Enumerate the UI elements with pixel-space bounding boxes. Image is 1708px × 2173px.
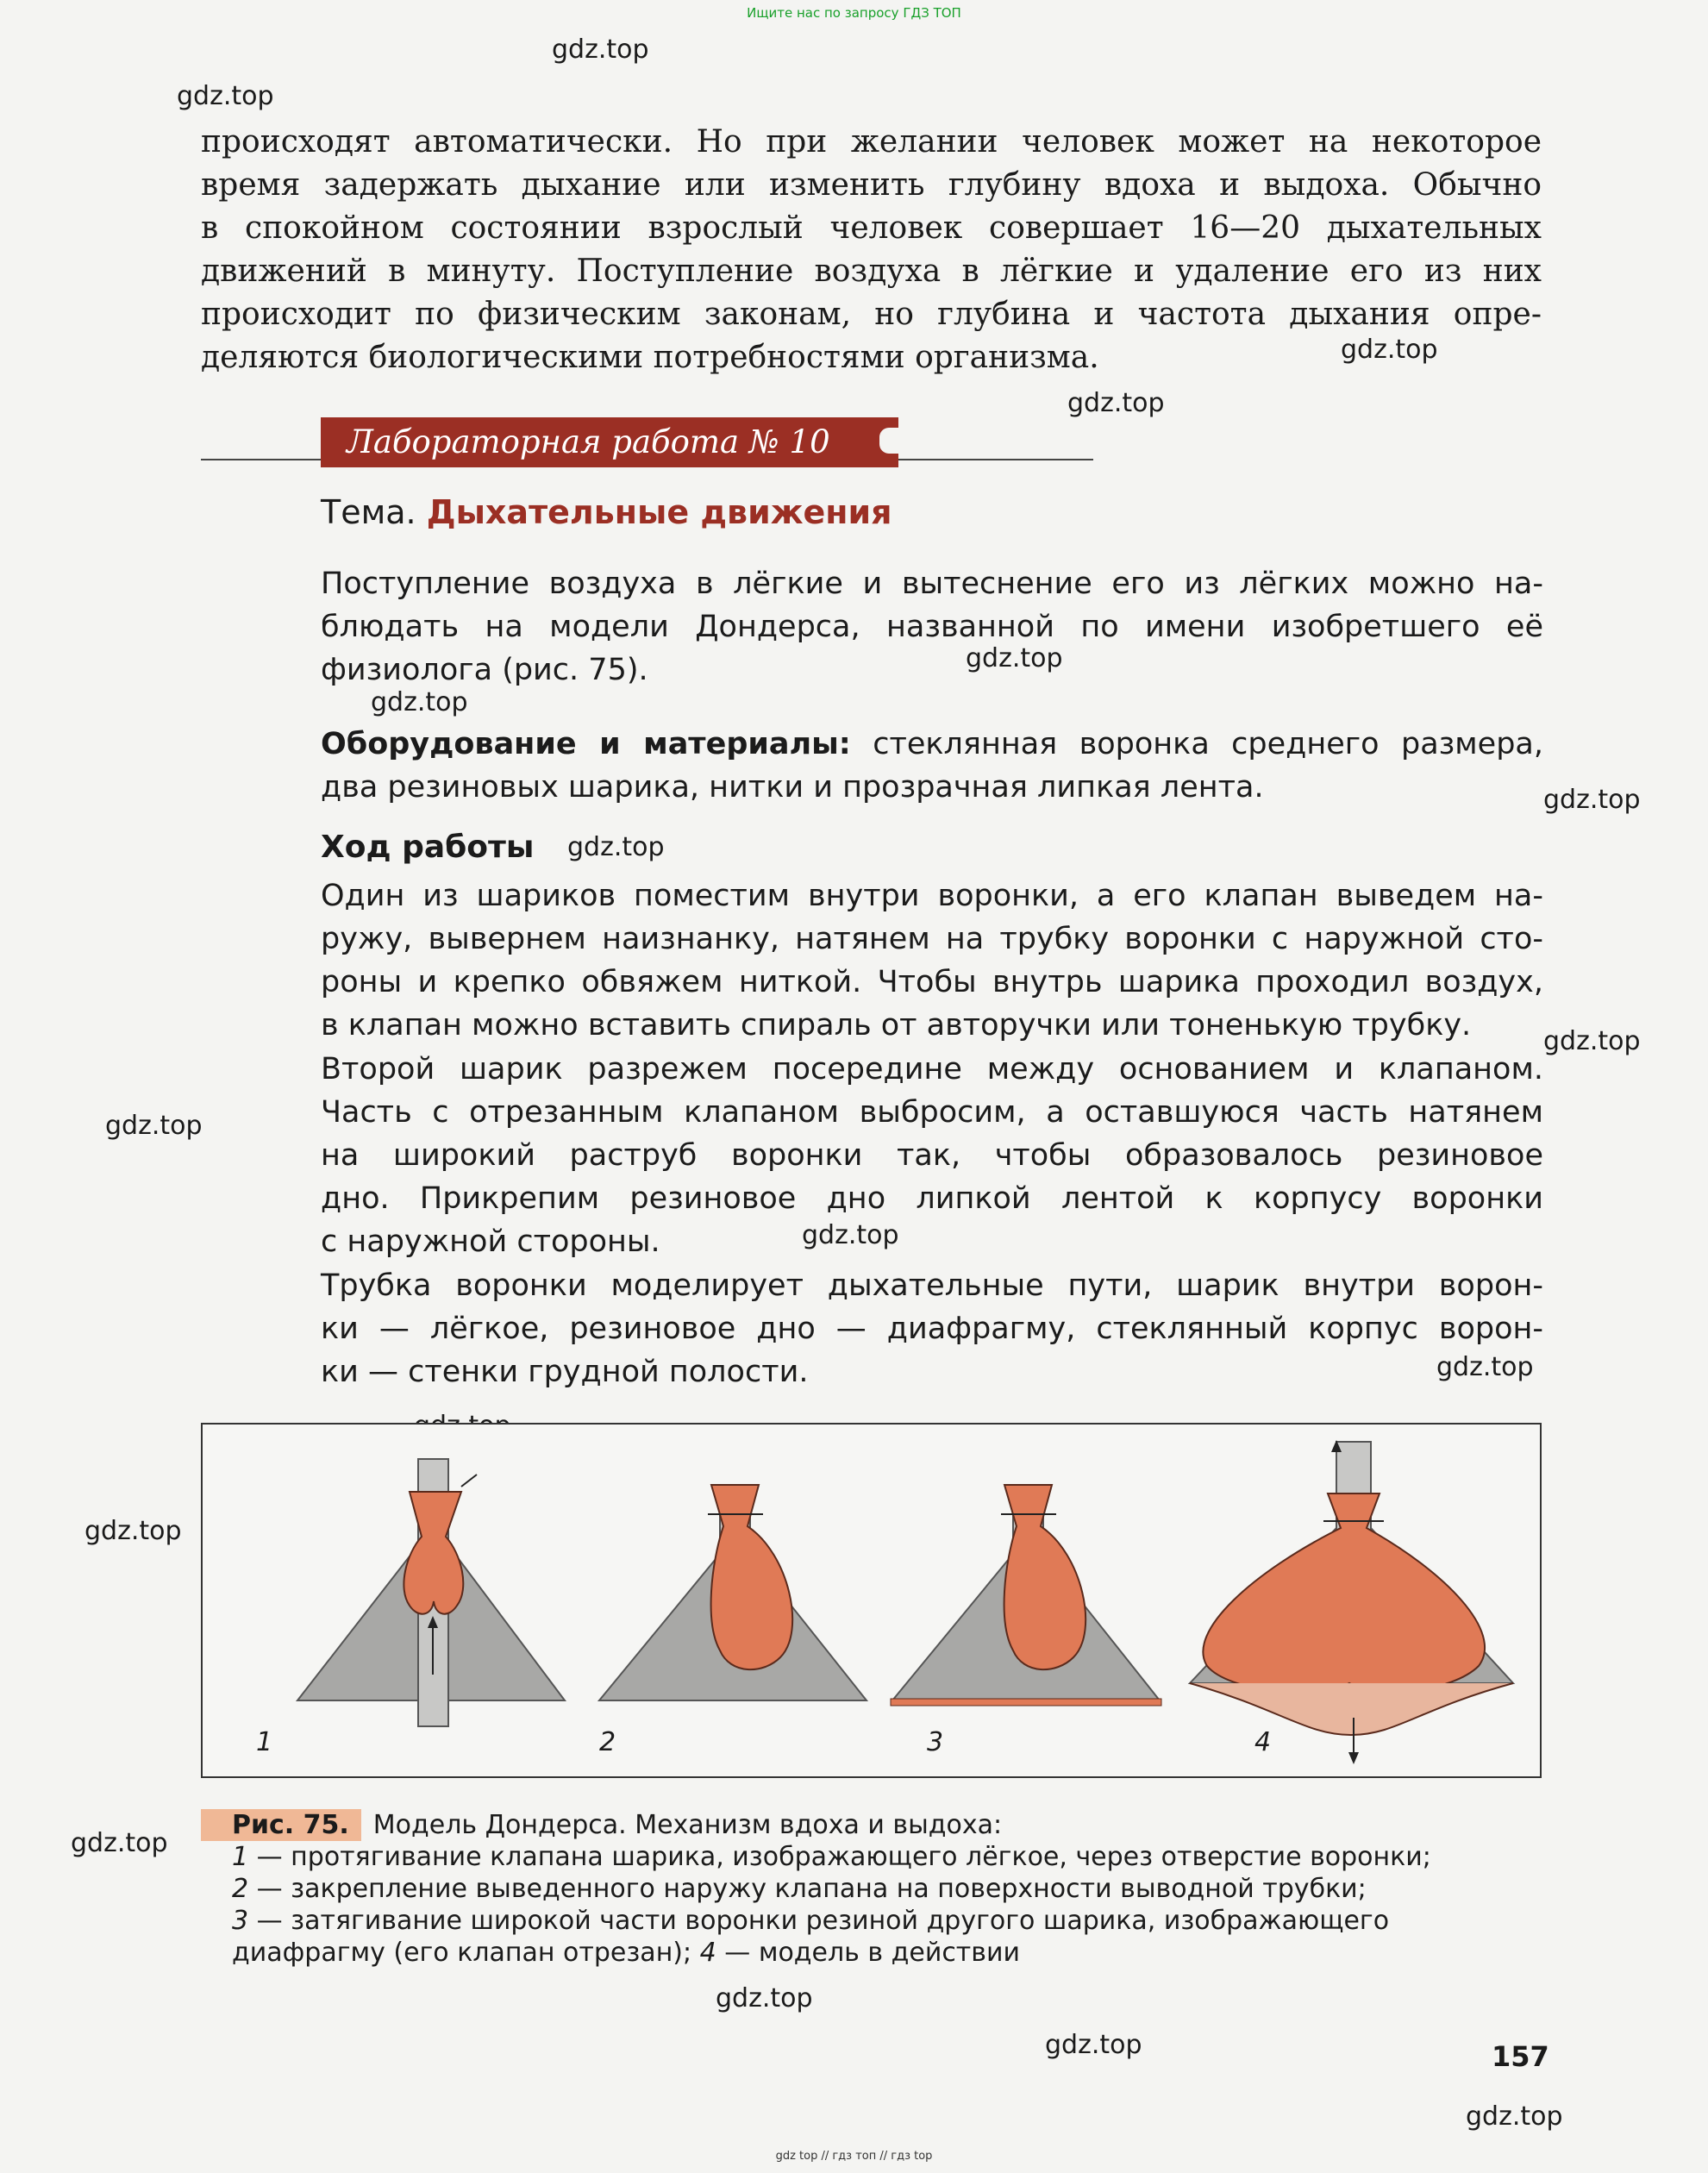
intro-paragraph (201, 121, 1542, 379)
watermark: gdz.top (84, 1516, 182, 1546)
watermark: gdz.top (1341, 335, 1438, 365)
panel-label-4: 4 (1254, 1727, 1272, 1757)
watermark: gdz.top (177, 81, 274, 111)
watermark: gdz.top (105, 1111, 203, 1141)
text-line: с наружной стороны. (321, 1224, 660, 1259)
text-line: в спокойном состоянии взрослый человек совершает 16—20 дыхательных (201, 210, 1542, 246)
caption-title-line (201, 1809, 1542, 1841)
equipment-text: стеклянная воронка среднего размера, (873, 727, 1543, 761)
text-line: деляются биологическими потребностями организма. (201, 340, 1099, 375)
watermark: gdz.top (552, 34, 649, 65)
caption-item-num: 4 (699, 1938, 716, 1968)
lung-balloon (1203, 1494, 1485, 1692)
lab-intro (321, 562, 1543, 692)
text-line: Поступление воздуха в лёгкие и вытеснение его из лёгких можно на- (321, 567, 1543, 601)
rubber-diaphragm (1190, 1683, 1513, 1735)
text-line: ки — лёгкое, резиновое дно — диафрагму, стеклянный корпус ворон- (321, 1312, 1543, 1346)
panel-3 (891, 1485, 1161, 1757)
watermark: gdz.top (1543, 785, 1641, 815)
text-line: физиолога (рис. 75). (321, 653, 648, 687)
text-line: происходят автоматически. Но при желании человек может на некоторое (201, 124, 1542, 160)
text-line: блюдать на модели Дондерса, названной по имени изобретшего её (321, 610, 1543, 644)
text-line: ружу, вывернем наизнанку, натянем на трубку воронки с наружной сто- (321, 922, 1543, 956)
watermark: gdz.top (716, 1983, 813, 2013)
topic-label: Тема. (321, 493, 416, 531)
lab-title-notch (879, 428, 898, 454)
figure-illustration (203, 1425, 1540, 1776)
text-line: в клапан можно вставить спираль от авторучки или тоненькую трубку. (321, 1008, 1472, 1043)
panel-label-3: 3 (927, 1727, 944, 1757)
caption-item-text: диафрагму (его клапан отрезан); (232, 1938, 700, 1968)
watermark: gdz.top (1067, 388, 1165, 418)
figure-caption (201, 1809, 1542, 1969)
text-line: дно. Прикрепим резиновое дно липкой лентой к корпусу воронки (321, 1181, 1543, 1216)
text-line: Второй шарик разрежем посередине между основанием и клапаном. (321, 1052, 1543, 1086)
procedure-paragraph-3 (321, 1264, 1543, 1393)
text-line: Часть с отрезанным клапаном выбросим, а оставшуюся часть натянем (321, 1095, 1543, 1130)
panel-label-1: 1 (256, 1727, 273, 1757)
caption-item-num: 1 (232, 1842, 249, 1872)
text-line: на широкий раструб воронки так, чтобы образовалось резиновое (321, 1138, 1543, 1173)
procedure-paragraph-1 (321, 874, 1543, 1047)
watermark: gdz.top (1466, 2101, 1563, 2132)
caption-item-text: — модель в действии (716, 1938, 1020, 1968)
watermark: gdz.top (71, 1828, 168, 1858)
caption-item-text: — затягивание широкой части воронки резиной другого шарика, изображающего (248, 1906, 1390, 1936)
text-line: Трубка воронки моделирует дыхательные пути, шарик внутри ворон- (321, 1268, 1543, 1303)
panel-4 (1190, 1440, 1513, 1764)
text-line: роны и крепко обвяжем ниткой. Чтобы внутрь шарика проходил воздух, (321, 965, 1543, 999)
caption-item-num: 3 (232, 1906, 249, 1936)
caption-item-text: — протягивание клапана шарика, изображающего лёгкое, через отверстие воронки; (248, 1842, 1431, 1872)
equipment-label: Оборудование и материалы: (321, 727, 851, 761)
arrow-head (1348, 1752, 1359, 1764)
text-line: два резиновых шарика, нитки и прозрачная липкая лента. (321, 770, 1264, 805)
caption-item-text: — закрепление выведенного наружу клапана на поверхности выводной трубки; (248, 1874, 1367, 1904)
text-line: происходит по физическим законам, но глубина и частота дыхания опре- (201, 297, 1542, 332)
watermark: gdz.top (1436, 1352, 1534, 1382)
panel-label-2: 2 (599, 1727, 616, 1757)
lab-title: Лабораторная работа № 10 (321, 417, 898, 467)
watermark: gdz.top (1543, 1026, 1641, 1056)
text-line: время задержать дыхание или изменить глубину вдоха и выдоха. Обычно (201, 167, 1542, 203)
caption-item (201, 1841, 1542, 1873)
equipment-line (321, 723, 1543, 766)
lung-balloon (404, 1492, 463, 1614)
text-line: движений в минуту. Поступление воздуха в лёгкие и удаление его из них (201, 254, 1542, 289)
bottom-banner: gdz top // гдз топ // гдз top (775, 2150, 933, 2163)
rubber-diaphragm (891, 1699, 1161, 1706)
valve-arrow (461, 1475, 477, 1487)
watermark: gdz.top (371, 687, 468, 717)
lung-balloon (711, 1485, 793, 1669)
watermark: gdz.top (802, 1220, 899, 1250)
procedure-title: Ход работы (321, 830, 535, 865)
caption-tag: Рис. 75. (201, 1809, 361, 1841)
watermark: gdz.top (966, 643, 1063, 673)
text-line: Один из шариков поместим внутри воронки, а его клапан выведем на- (321, 879, 1543, 913)
panel-2 (599, 1485, 867, 1757)
panel-1 (256, 1459, 565, 1757)
lab-topic (321, 493, 892, 531)
caption-item (201, 1905, 1542, 1937)
caption-item-num: 2 (232, 1874, 249, 1904)
caption-title: Модель Дондерса. Механизм вдоха и выдоха: (372, 1810, 1003, 1840)
topic-value: Дыхательные движения (426, 493, 892, 531)
watermark: gdz.top (1045, 2030, 1142, 2060)
donders-model-figure (201, 1423, 1542, 1778)
page-number: 157 (1492, 2040, 1549, 2073)
caption-item (201, 1873, 1542, 1905)
equipment (321, 723, 1543, 809)
caption-item (201, 1937, 1542, 1969)
lung-balloon (1004, 1485, 1086, 1669)
text-line: ки — стенки грудной полости. (321, 1355, 809, 1389)
top-banner: Ищите нас по запросу ГДЗ ТОП (747, 5, 961, 21)
procedure-paragraph-2 (321, 1048, 1543, 1263)
watermark: gdz.top (567, 832, 665, 862)
